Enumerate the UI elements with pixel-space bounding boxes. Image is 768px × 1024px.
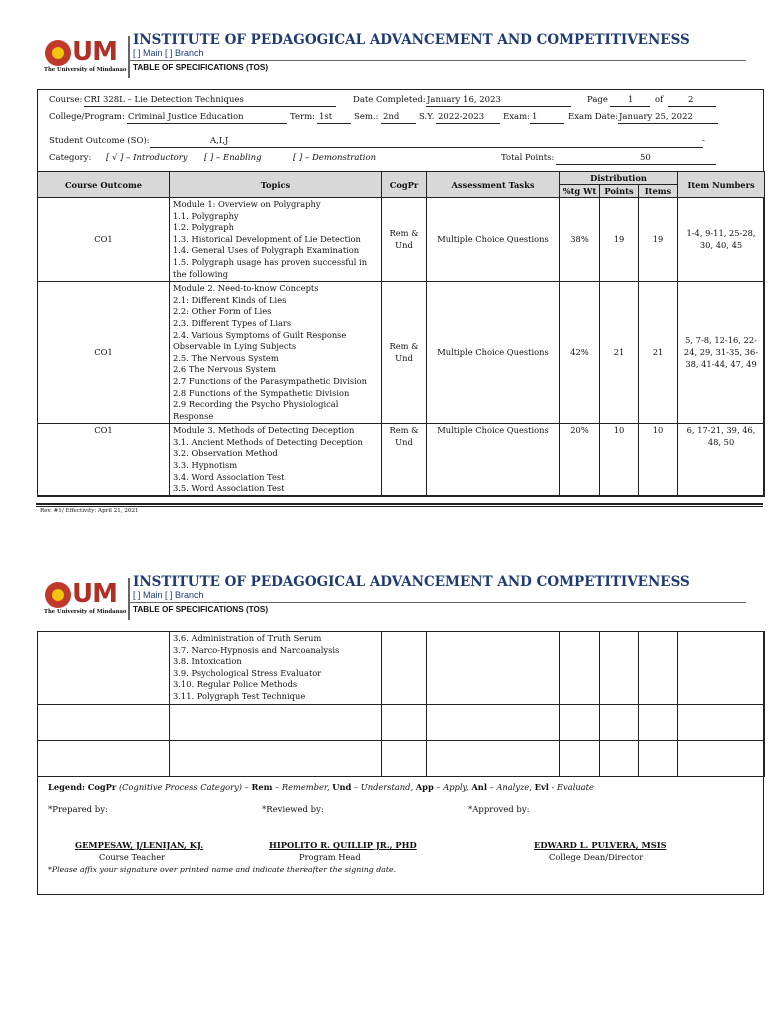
course-outcome-cell: CO1 xyxy=(38,424,170,497)
header-items: Items xyxy=(639,185,678,198)
college-line xyxy=(127,123,287,124)
page1-header xyxy=(44,32,744,86)
points-cell: 10 xyxy=(600,424,639,497)
course-outcome-cell: CO1 xyxy=(38,198,170,282)
page1-frame xyxy=(37,89,764,496)
pct-cell xyxy=(560,632,600,705)
empty-cell xyxy=(639,740,678,776)
items-cell: 10 xyxy=(639,424,678,497)
cogpr-cell: Rem & Und xyxy=(382,198,427,282)
empty-cell xyxy=(600,740,639,776)
category-introductory: [ √ ] – Introductory xyxy=(106,153,188,163)
legend: Legend: CogPr (Cognitive Process Category) – Rem – Remember, Und – Understand, App – Apply, Anl – Analyze, Evl - Evaluate xyxy=(48,782,594,792)
term-value: 1st xyxy=(319,112,333,122)
reviewed-role: Program Head xyxy=(299,852,361,862)
so-value: A,I,J xyxy=(210,136,229,146)
course-outcome-cell xyxy=(38,632,170,705)
header-item-numbers: Item Numbers xyxy=(678,172,765,198)
table-row xyxy=(38,282,765,424)
empty-cell xyxy=(170,740,382,776)
item-numbers-cell: 5, 7-8, 12-16, 22-24, 29, 31-35, 36-38, 41-44, 47, 49 xyxy=(678,282,765,424)
pct-cell: 20% xyxy=(560,424,600,497)
header-points: Points xyxy=(600,185,639,198)
of-line xyxy=(668,106,716,107)
sem-label: Sem.: xyxy=(354,112,379,122)
term-label: Term: xyxy=(290,112,316,122)
category-demonstration: [ ] – Demonstration xyxy=(293,153,377,163)
course-outcome-cell: CO1 xyxy=(38,282,170,424)
college-label: College/Program: xyxy=(49,112,125,122)
date-completed-value: January 16, 2023 xyxy=(427,95,501,105)
so-label: Student Outcome (SO): xyxy=(49,136,150,146)
exam-value: 1 xyxy=(532,112,538,122)
empty-cell xyxy=(560,740,600,776)
assessment-cell: Multiple Choice Questions xyxy=(427,198,560,282)
points-cell: 21 xyxy=(600,282,639,424)
category-enabling: [ ] – Enabling xyxy=(204,153,262,163)
pct-cell: 38% xyxy=(560,198,600,282)
header-topics: Topics xyxy=(170,172,382,198)
page2-header xyxy=(44,574,744,628)
pct-cell: 42% xyxy=(560,282,600,424)
header-divider xyxy=(128,578,130,620)
approved-label: *Approved by: xyxy=(468,805,530,815)
table-row xyxy=(38,740,765,776)
logo-text: UM xyxy=(72,579,117,609)
points-cell xyxy=(600,632,639,705)
items-cell xyxy=(639,632,678,705)
items-cell: 19 xyxy=(639,198,678,282)
empty-cell xyxy=(560,704,600,740)
empty-cell xyxy=(382,704,427,740)
exam-line xyxy=(530,123,564,124)
table-row xyxy=(38,198,765,282)
total-points-line xyxy=(556,164,716,165)
page1-footer-rule-thin xyxy=(36,506,763,507)
cogpr-cell xyxy=(382,632,427,705)
cogpr-cell: Rem & Und xyxy=(382,424,427,497)
table-row xyxy=(38,424,765,497)
total-points-value: 50 xyxy=(640,153,651,163)
institute-title: INSTITUTE OF PEDAGOGICAL ADVANCEMENT AND COMPETITIVENESS xyxy=(133,32,690,48)
revision-note: Rev. #1/ Effectivity: April 21, 2021 xyxy=(40,508,139,514)
approved-name: EDWARD L. PULVERA, MSIS xyxy=(534,840,667,850)
header-rule xyxy=(130,602,746,603)
empty-cell xyxy=(600,704,639,740)
course-value: CRI 328L – Lie Detection Techniques xyxy=(84,95,244,105)
prepared-name: GEMPESAW, J/LENIJAN, KJ. xyxy=(75,840,204,850)
empty-cell xyxy=(678,740,765,776)
university-name: The University of Mindanao xyxy=(44,609,127,615)
university-name: The University of Mindanao xyxy=(44,67,127,73)
um-seal-icon xyxy=(45,582,71,608)
topics-cell: 3.6. Administration of Truth Serum 3.7. Narco-Hypnosis and Narcoanalysis 3.8. Intoxication 3.9. Psychological Stress Evaluator 3.10. Regular Police Methods 3.11. Polygraph Test Technique xyxy=(170,632,382,705)
college-value: Criminal Justice Education xyxy=(128,112,244,122)
category-label: Category: xyxy=(49,153,92,163)
so-line xyxy=(150,147,703,148)
empty-cell xyxy=(170,704,382,740)
table-row xyxy=(38,632,765,705)
reviewed-label: *Reviewed by: xyxy=(262,805,324,815)
page2-frame xyxy=(37,631,764,895)
header-rule xyxy=(130,60,746,61)
prepared-role: Course Teacher xyxy=(99,852,166,862)
date-completed-label: Date Completed: xyxy=(353,95,426,105)
table-row xyxy=(38,704,765,740)
tos-table-page2 xyxy=(37,631,764,777)
exam-date-value: January 25, 2022 xyxy=(619,112,693,122)
reviewed-name: HIPOLITO R. QUILLIP JR., PHD xyxy=(269,840,417,850)
cogpr-cell: Rem & Und xyxy=(382,282,427,424)
sy-line xyxy=(436,123,500,124)
course-line xyxy=(84,106,336,107)
topics-cell: Module 1: Overview on Polygraphy 1.1. Polygraphy 1.2. Polygraph 1.3. Historical Development of Lie Detection 1.4. General Uses of Polygraph Examination 1.5. Polygraph usage has proven successful in the following xyxy=(170,198,382,282)
um-seal-icon xyxy=(45,40,71,66)
institute-title: INSTITUTE OF PEDAGOGICAL ADVANCEMENT AND COMPETITIVENESS xyxy=(133,574,690,590)
signature-note: *Please affix your signature over printed name and indicate thereafter the signing date. xyxy=(48,865,397,874)
empty-cell xyxy=(639,704,678,740)
approved-role: College Dean/Director xyxy=(549,852,644,862)
total-points-label: Total Points: xyxy=(501,153,555,163)
empty-cell xyxy=(382,740,427,776)
assessment-cell: Multiple Choice Questions xyxy=(427,424,560,497)
page1-footer-rule xyxy=(36,503,763,505)
doc-title: TABLE OF SPECIFICATIONS (TOS) xyxy=(133,605,269,614)
assessment-cell: Multiple Choice Questions xyxy=(427,282,560,424)
tos-table-page1 xyxy=(37,171,764,497)
header-divider xyxy=(128,36,130,78)
main-branch-options: [ ] Main [ ] Branch xyxy=(133,590,204,600)
header-cogpr: CogPr xyxy=(382,172,427,198)
of-label: of xyxy=(655,95,664,105)
assessment-cell xyxy=(427,632,560,705)
of-value: 2 xyxy=(688,95,694,105)
empty-cell xyxy=(427,740,560,776)
date-line xyxy=(426,106,571,107)
page-label: Page xyxy=(587,95,608,105)
items-cell: 21 xyxy=(639,282,678,424)
main-branch-options: [ ] Main [ ] Branch xyxy=(133,48,204,58)
um-logo xyxy=(44,37,127,80)
item-numbers-cell: 6, 17-21, 39, 46, 48, 50 xyxy=(678,424,765,497)
empty-cell xyxy=(427,704,560,740)
logo-text: UM xyxy=(72,37,117,67)
item-numbers-cell: 1-4, 9-11, 25-28, 30, 40, 45 xyxy=(678,198,765,282)
points-cell: 19 xyxy=(600,198,639,282)
header-distribution: Distribution xyxy=(560,172,678,185)
item-numbers-cell xyxy=(678,632,765,705)
so-dash: - xyxy=(702,136,705,146)
header-pct: %tg Wt xyxy=(560,185,600,198)
prepared-label: *Prepared by: xyxy=(48,805,108,815)
page-line xyxy=(610,106,650,107)
course-label: Course: xyxy=(49,95,83,105)
sy-value: 2022-2023 xyxy=(438,112,485,122)
header-course-outcome: Course Outcome xyxy=(38,172,170,198)
sem-value: 2nd xyxy=(383,112,400,122)
exam-label: Exam: xyxy=(503,112,530,122)
term-line xyxy=(317,123,351,124)
sem-line xyxy=(381,123,416,124)
sy-label: S.Y. xyxy=(419,112,435,122)
um-logo xyxy=(44,579,127,622)
doc-title: TABLE OF SPECIFICATIONS (TOS) xyxy=(133,63,269,72)
empty-cell xyxy=(38,704,170,740)
empty-cell xyxy=(38,740,170,776)
topics-cell: Module 2. Need-to-know Concepts 2.1: Different Kinds of Lies 2.2: Other Form of Lies 2.3. Different Types of Liars 2.4. Various Symptoms of Guilt Response Observable in Lying Subjects 2.5. The Nervous System 2.6 The Nervous System 2.7 Functions of the Parasympathetic Division 2.8 Functions of the Sympathetic Division 2.9 Recording the Psycho Physiological Response xyxy=(170,282,382,424)
topics-cell: Module 3. Methods of Detecting Deception 3.1. Ancient Methods of Detecting Deception 3.2. Observation Method 3.3. Hypnotism 3.4. Word Association Test 3.5. Word Association Test xyxy=(170,424,382,497)
header-assessment: Assessment Tasks xyxy=(427,172,560,198)
page-value: 1 xyxy=(628,95,634,105)
exam-date-label: Exam Date: xyxy=(568,112,619,122)
empty-cell xyxy=(678,704,765,740)
exam-date-line xyxy=(618,123,718,124)
